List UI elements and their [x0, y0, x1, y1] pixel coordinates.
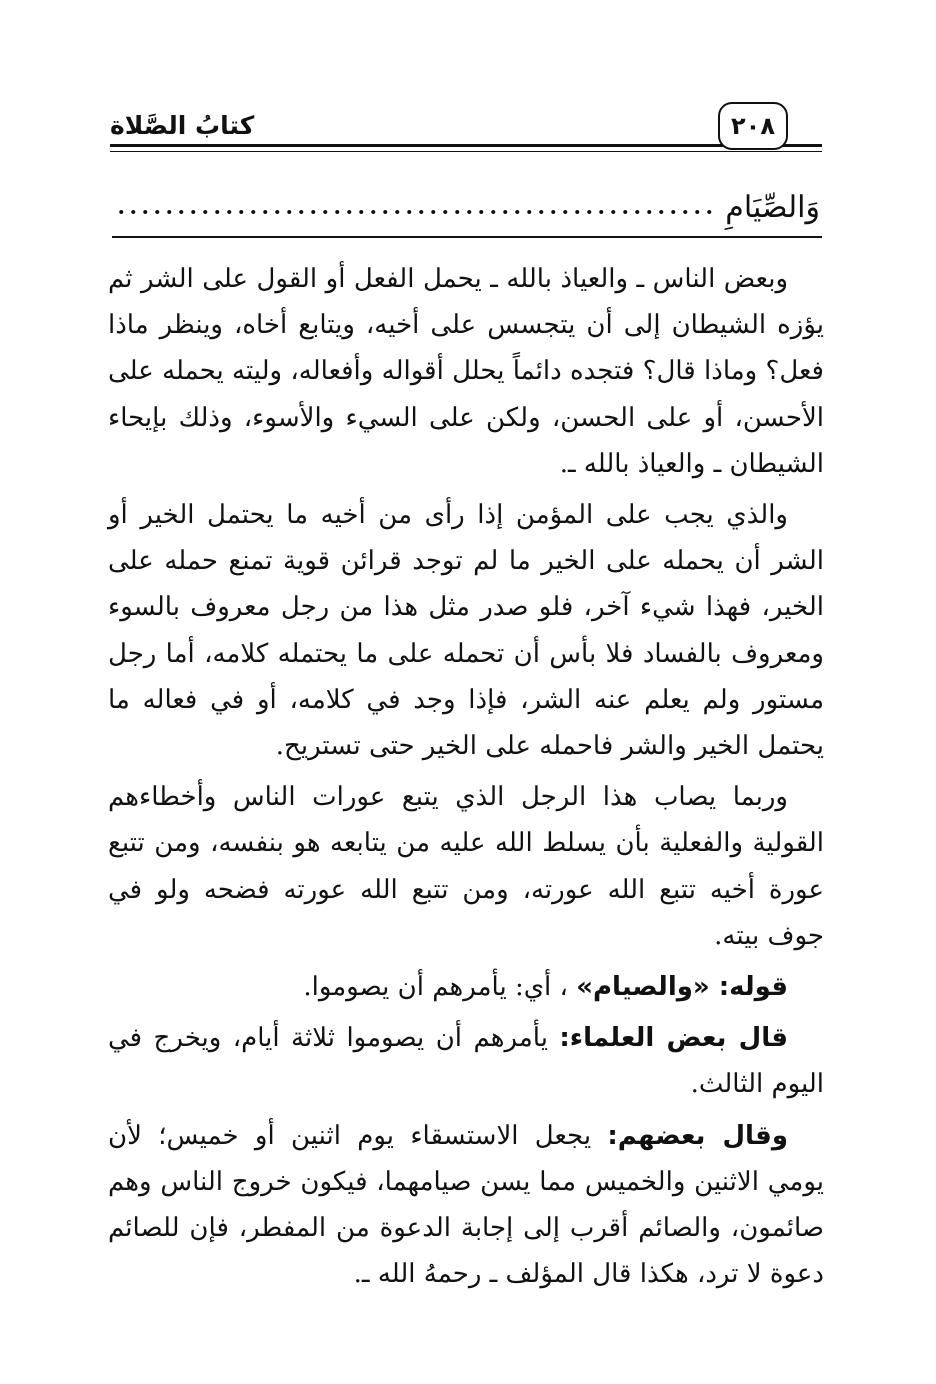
paragraph-text: يجعل الاستسقاء يوم اثنين أو خميس؛ لأن يومي الاثنين والخميس مما يسن صيامهما، فيكون خروج الناس وهم صائمون، والصائم أقرب إلى إجابة الدعوة من المفطر، فإن للصائم دعوة لا ترد، هكذا قال المؤلف ـ رحمهُ الله ـ. — [108, 1120, 824, 1290]
paragraph — [108, 1015, 824, 1107]
paragraph-text: وبعض الناس ـ والعياذ بالله ـ يحمل الفعل أو القول على الشر ثم يؤزه الشيطان إلى أن يتجسس على أخيه، ويتابع أخاه، وينظر ماذا فعل؟ وماذا قال؟ فتجده دائماً يحلل أقواله وأفعاله، وليته يحمله على الأحسن، أو على الحسن، ولكن على السيء والأسوء، وذلك بإيحاء الشيطان ـ والعياذ بالله ـ. — [108, 264, 824, 479]
paragraph-text: يأمرهم أن يصوموا ثلاثة أيام، ويخرج في اليوم الثالث. — [108, 1023, 824, 1100]
paragraph — [108, 492, 824, 769]
paragraph-lead: وقال بعضهم: — [607, 1120, 788, 1151]
paragraph — [108, 256, 824, 487]
section-heading — [112, 176, 820, 230]
paragraph-text: والذي يجب على المؤمن إذا رأى من أخيه ما يحتمل الخير أو الشر أن يحمله على الخير ما لم توجد قرائن قوية تمنع حمله على الخير، فهذا شيء آخر، فلو صدر مثل هذا من رجل معروف بالسوء ومعروف بالفساد فلا بأس أن تحمله على ما يحتمله كلامه، أما رجل مستور ولم يعلم عنه الشر، فإذا وجد في كلامه، أو في فعاله ما يحتمل الخير والشر فاحمله على الخير حتى تستريح. — [108, 500, 824, 762]
paragraph — [108, 774, 824, 959]
section-divider — [112, 236, 822, 238]
header-rule-thin — [110, 151, 822, 152]
paragraph-text: وربما يصاب هذا الرجل الذي يتبع عورات الناس وأخطاءهم القولية والفعلية بأن يسلط الله عليه من يتابعه هو بنفسه، ومن تتبع عورة أخيه تتبع الله عورته، ومن تتبع الله عورته فضحه ولو في جوف بيته. — [108, 782, 824, 951]
page-number: ٢٠٨ — [718, 102, 788, 150]
paragraph-lead: قال بعض العلماء: — [559, 1023, 789, 1054]
section-heading-text: وَالصِّيَامِ — [725, 190, 820, 225]
leader-dots — [112, 208, 715, 216]
paragraph-text: ، أي: يأمرهم أن يصوموا. — [303, 972, 568, 1003]
running-header — [110, 100, 822, 160]
paragraph — [108, 964, 824, 1010]
body-text — [108, 256, 824, 1302]
header-rule-thick — [110, 144, 822, 147]
book-title: كتابُ الصَّلاة — [110, 111, 255, 140]
paragraph-lead: قوله: «والصيام» — [576, 972, 788, 1003]
paragraph — [108, 1113, 824, 1298]
